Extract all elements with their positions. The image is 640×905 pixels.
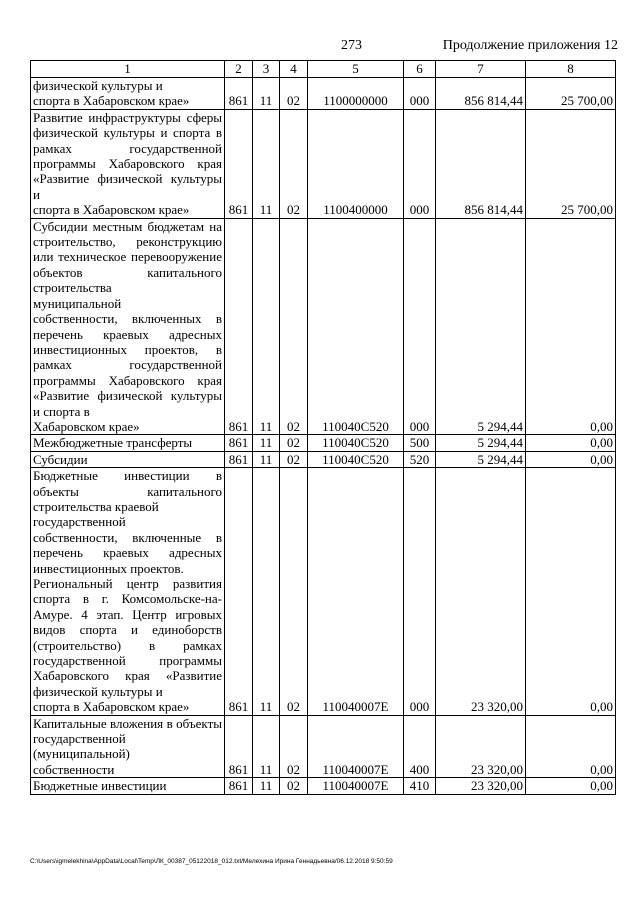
row-code-3: 11: [253, 451, 280, 467]
row-code-2: 861: [225, 78, 253, 110]
budget-table: [30, 60, 616, 795]
row-code-6: 000: [404, 78, 436, 110]
row-name: Развитие инфраструктуры сферы физической культуры и спорта в рамках государственной программы Хабаровского края «Развитие физической культуры и спорта в Хабаровском крае»: [31, 109, 225, 218]
row-code-6: 000: [404, 218, 436, 435]
row-code-6: 400: [404, 715, 436, 778]
row-code-2: 861: [225, 451, 253, 467]
row-code-5: 110040С520: [308, 218, 404, 435]
row-code-4: 02: [280, 109, 308, 218]
row-code-5: 110040С520: [308, 435, 404, 451]
row-amount-8: 0,00: [526, 218, 616, 435]
row-code-6: 520: [404, 451, 436, 467]
column-header: 3: [253, 61, 280, 78]
row-code-4: 02: [280, 468, 308, 716]
table-row: [31, 451, 616, 467]
row-amount-8: 0,00: [526, 451, 616, 467]
table-header-row: [31, 61, 616, 78]
row-code-2: 861: [225, 778, 253, 794]
row-code-6: 000: [404, 468, 436, 716]
row-code-5: 1100000000: [308, 78, 404, 110]
row-code-5: 1100400000: [308, 109, 404, 218]
row-code-4: 02: [280, 451, 308, 467]
row-amount-8: 0,00: [526, 435, 616, 451]
row-amount-7: 5 294,44: [436, 451, 526, 467]
row-amount-7: 856 814,44: [436, 78, 526, 110]
row-code-3: 11: [253, 78, 280, 110]
row-amount-8: 25 700,00: [526, 78, 616, 110]
row-code-5: 110040С520: [308, 451, 404, 467]
row-code-3: 11: [253, 778, 280, 794]
row-code-4: 02: [280, 218, 308, 435]
column-header: 5: [308, 61, 404, 78]
row-amount-7: 5 294,44: [436, 218, 526, 435]
row-code-3: 11: [253, 109, 280, 218]
row-code-2: 861: [225, 109, 253, 218]
column-header: 1: [31, 61, 225, 78]
row-amount-8: 0,00: [526, 715, 616, 778]
row-code-5: 110040007Е: [308, 778, 404, 794]
row-code-4: 02: [280, 435, 308, 451]
table-row: [31, 78, 616, 110]
row-name: Бюджетные инвестиции в объекты капитального строительства краевой государственной собственности, включенные в перечень краевых адресных инвестиционных проектов. Региональный центр развития спорта в г. Комсомольске-на-Амуре. 4 этап. Центр игровых видов спорта и единоборств (строительство) в рамках государственной программы Хабаровского края «Развитие физической культуры и спорта в Хабаровском крае»: [31, 468, 225, 716]
row-code-3: 11: [253, 218, 280, 435]
row-name: физической культуры и спорта в Хабаровском крае»: [31, 78, 225, 110]
table-row: [31, 468, 616, 716]
row-code-4: 02: [280, 778, 308, 794]
table-row: [31, 778, 616, 794]
row-code-6: 500: [404, 435, 436, 451]
row-code-5: 110040007Е: [308, 715, 404, 778]
row-code-2: 861: [225, 218, 253, 435]
row-code-6: 000: [404, 109, 436, 218]
column-header: 8: [526, 61, 616, 78]
file-path-footer: C:\Users\igmelekhina\AppData\Local\Temp\ЛК_00387_05122018_012.txt/Мелехина Ирина Геннадьевна/06.12.2018 9:50:59: [30, 858, 393, 865]
row-code-5: 110040007Е: [308, 468, 404, 716]
row-code-3: 11: [253, 435, 280, 451]
column-header: 4: [280, 61, 308, 78]
table-row: [31, 715, 616, 778]
row-code-3: 11: [253, 715, 280, 778]
row-name: Субсидии местным бюджетам на строительство, реконструкцию или техническое перевооружение объектов капитального строительства муниципальной собственности, включенных в перечень краевых адресных инвестиционных проектов, в рамках государственной программы Хабаровского края «Развитие физической культуры и спорта в Хабаровском крае»: [31, 218, 225, 435]
column-header: 6: [404, 61, 436, 78]
row-code-4: 02: [280, 78, 308, 110]
row-code-2: 861: [225, 715, 253, 778]
row-amount-7: 5 294,44: [436, 435, 526, 451]
row-name: Капитальные вложения в объекты государственной (муниципальной) собственности: [31, 715, 225, 778]
table-row: [31, 435, 616, 451]
row-amount-7: 23 320,00: [436, 778, 526, 794]
row-name: Бюджетные инвестиции: [31, 778, 225, 794]
row-code-2: 861: [225, 468, 253, 716]
row-code-3: 11: [253, 468, 280, 716]
row-amount-7: 23 320,00: [436, 468, 526, 716]
row-name: Субсидии: [31, 451, 225, 467]
row-code-2: 861: [225, 435, 253, 451]
row-amount-7: 856 814,44: [436, 109, 526, 218]
row-code-4: 02: [280, 715, 308, 778]
row-amount-8: 25 700,00: [526, 109, 616, 218]
row-amount-7: 23 320,00: [436, 715, 526, 778]
table-row: [31, 109, 616, 218]
row-code-6: 410: [404, 778, 436, 794]
column-header: 2: [225, 61, 253, 78]
column-header: 7: [436, 61, 526, 78]
appendix-label: Продолжение приложения 12: [442, 38, 618, 53]
page-number: 273: [341, 38, 362, 53]
row-amount-8: 0,00: [526, 468, 616, 716]
table-row: [31, 218, 616, 435]
row-amount-8: 0,00: [526, 778, 616, 794]
row-name: Межбюджетные трансферты: [31, 435, 225, 451]
